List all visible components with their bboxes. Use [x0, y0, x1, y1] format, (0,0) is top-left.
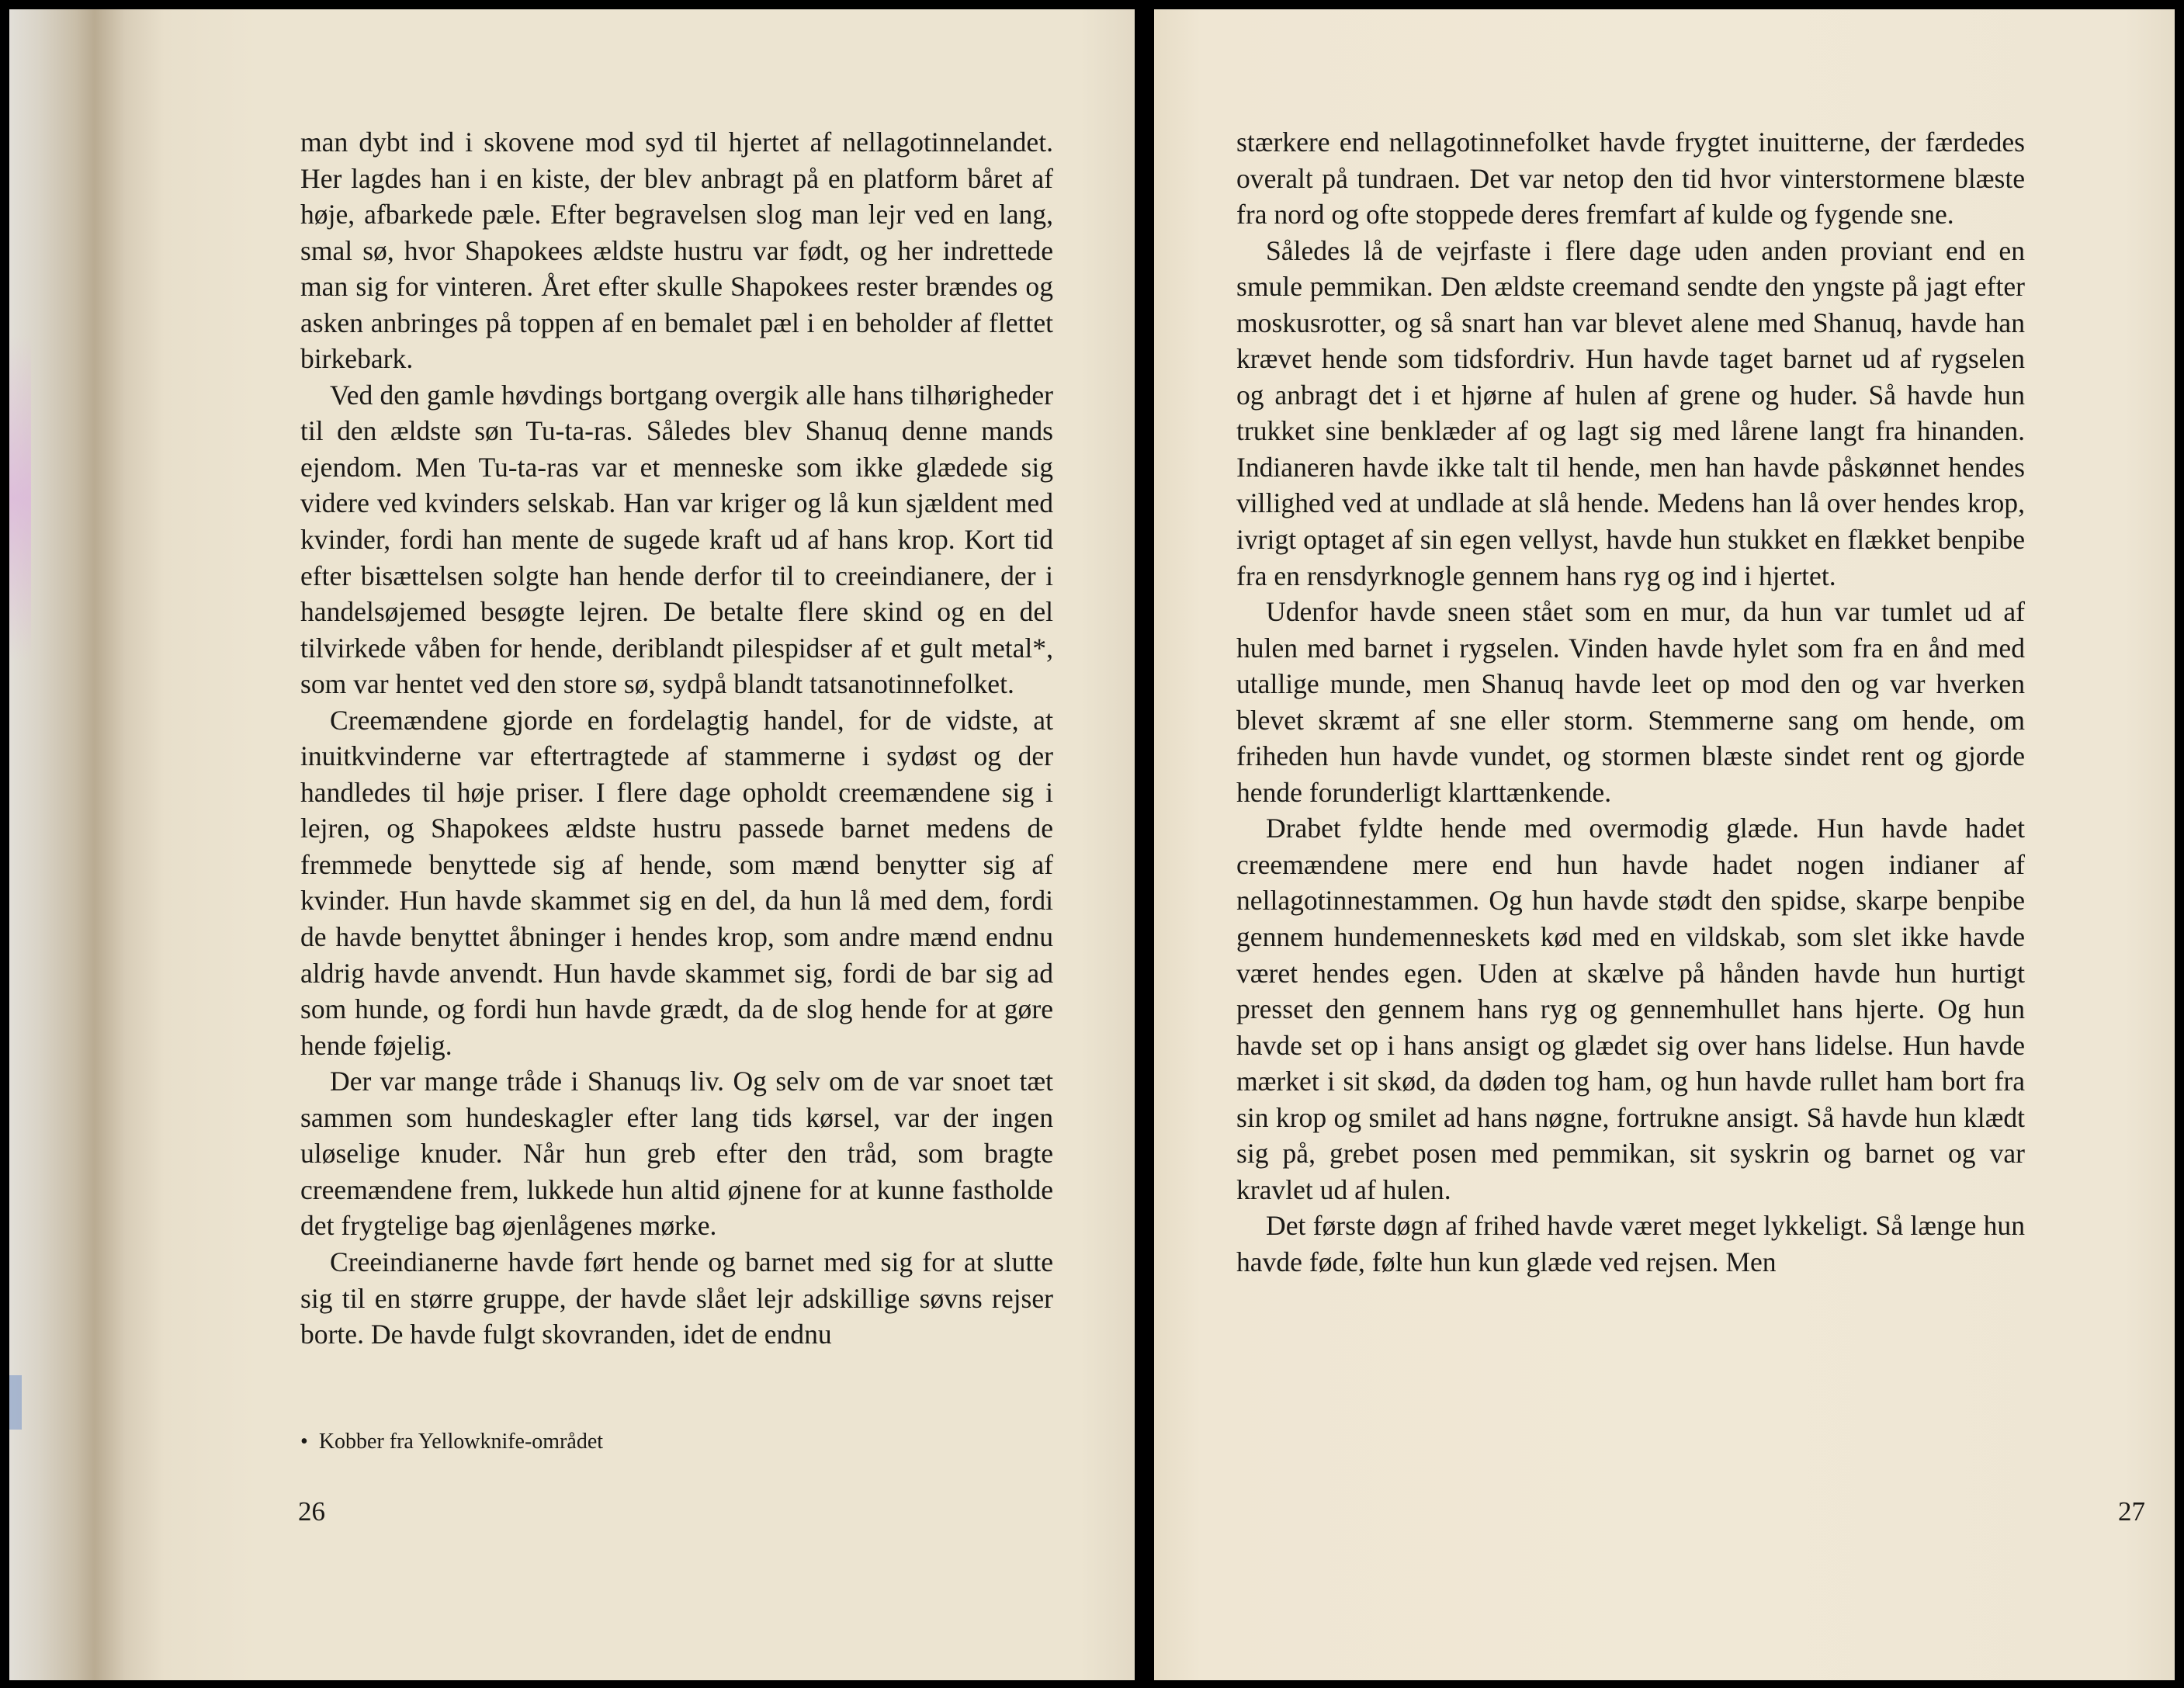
paragraph: stærkere end nellagotinnefolket havde frygtet inuitterne, der færdedes overalt på tundraen. Det var netop den tid hvor vinterstormene blæste fra nord og ofte stoppede deres fremfart af kulde og fygende sne.	[1236, 127, 2025, 230]
paragraph: man dybt ind i skovene mod syd til hjertet af nellagotinnelandet. Her lagdes han i en kiste, der blev anbragt på en platform båret af høje, afbarkede pæle. Efter begravelsen slog man lejr ved en lang, smal sø, hvor Shapokees ældste hustru var født, og her indrettede man sig for vinteren. Året efter skulle Shapokees rester brændes og asken anbringes på toppen af en bemalet pæl i en beholder af flettet birkebark.	[300, 127, 1053, 375]
page-number-left: 26	[298, 1496, 325, 1527]
paragraph: Det første døgn af frihed havde været meget lykkeligt. Så længe hun havde føde, følte hun kun glæde ved rejsen. Men	[1236, 1210, 2025, 1277]
left-page-body	[300, 124, 1053, 1353]
footnote-text: Kobber fra Yellowknife-området	[318, 1430, 604, 1454]
right-page	[1154, 9, 2175, 1680]
paragraph: Creemændene gjorde en fordelagtig handel, for de vidste, at inuitkvinderne var eftertragtede af stammerne i sydøst og der handledes til høje priser. I flere dage opholdt creemændene sig i lejren, og Shapokees ældste hustru passede barnet medens de fremmede benyttede sig af hende, som mænd benytter sig af kvinder. Hun havde skammet sig en del, da hun lå med dem, fordi de havde benyttet åbninger i hendes krop, som andre mænd endnu aldrig havde anvendt. Hun havde skammet sig, fordi de bar sig ad som hunde, og fordi hun havde grædt, da de slog hende for at gøre hende føjelig.	[300, 704, 1053, 1061]
left-page	[9, 9, 1135, 1680]
page-number-right: 27	[2118, 1496, 2145, 1527]
paragraph: Ved den gamle høvdings bortgang overgik alle hans tilhørigheder til den ældste søn Tu-ta-ras. Således blev Shanuq denne mands ejendom. Men Tu-ta-ras var et menneske som ikke glædede sig videre ved kvinders selskab. Han var kriger og lå kun sjældent med kvinder, fordi han mente de sugede kraft ud af hans krop. Kort tid efter bisættelsen solgte han hende derfor til to creeindianere, der i handelsøjemed besøgte lejren. De betalte flere skind og en del tilvirkede våben for hende, deriblandt pilespidser af et gult metal*, som var hentet ved den store sø, sydpå blandt tatsanotinnefolket.	[300, 379, 1053, 700]
paragraph: Drabet fyldte hende med overmodig glæde. Hun havde hadet creemændene mere end hun havde hadet nogen indianer af nellagotinnestammen. Og hun havde stødt den spidse, skarpe benpibe gennem hundemenneskets kød med en vildskab, som slet ikke havde været hendes egen. Uden at skælve på hånden havde hun hurtigt presset den gennem hans ryg og gennemhullet hans hjerte. Og hun havde set op i hans ansigt og glædet sig over hans lidelse. Hun havde mærket i sit skød, da døden tog ham, og hun havde rullet ham bort fra sin krop og smilet ad hans nøgne, fortrukne ansigt. Så havde hun klædt sig på, grebet posen med pemmikan, sit syskrin og barnet og var kravlet ud af hulen.	[1236, 813, 2025, 1205]
paragraph: Der var mange tråde i Shanuqs liv. Og selv om de var snoet tæt sammen som hundeskagler efter lang tids kørsel, var der ingen uløselige knuder. Når hun greb efter den tråd, som bragte creemændene frem, lukkede hun altid øjnene for at kunne fastholde det frygtelige bag øjenlågenes mørke.	[300, 1066, 1053, 1242]
paragraph: Således lå de vejrfaste i flere dage uden anden proviant end en smule pemmikan. Den ældste creemand sendte den yngste på jagt efter moskusrotter, og så snart han var blevet alene med Shanuq, havde han krævet hende som tidsfordriv. Hun havde taget barnet ud af rygselen og anbragt det i et hjørne af hulen af grene og huder. Så havde hun trukket sine benklæder af og lagt sig med lårene langt fra hinanden. Indianeren havde ikke talt til hende, men han havde påskønnet hendes villighed ved at undlade at slå hende. Medens han lå over hendes krop, ivrigt optaget af sin egen vellyst, havde hun stukket en flækket benpibe fra en rensdyrknogle gennem hans ryg og ind i hjertet.	[1236, 234, 2025, 591]
paragraph: Udenfor havde sneen stået som en mur, da hun var tumlet ud af hulen med barnet i rygselen. Vinden havde hylet som fra en ånd med utallige munde, men Shanuq havde leet op mod den og var hverken blevet skræmt af sne eller storm. Stemmerne sang om hende, om friheden hun havde vundet, og stormen blæste sindet rent og gjorde hende forunderligt klarttænkende.	[1236, 596, 2025, 808]
paragraph: Creeindianerne havde ført hende og barnet med sig for at slutte sig til en større gruppe, der havde slået lejr adskillige søvns rejser borte. De havde fulgt skovranden, idet de endnu	[300, 1246, 1053, 1350]
right-page-body	[1236, 124, 2025, 1281]
footnote	[300, 1428, 603, 1456]
footnote-marker: •	[300, 1430, 308, 1454]
